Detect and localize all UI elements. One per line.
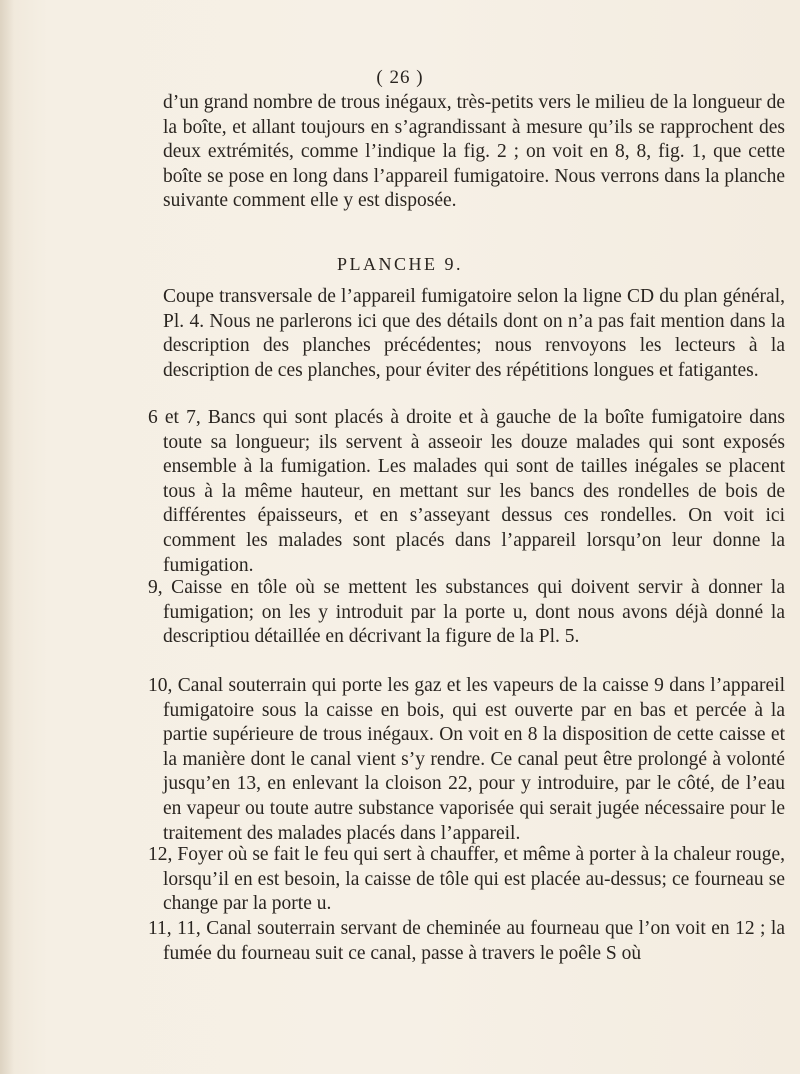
plate-title: PLANCHE 9. xyxy=(336,254,463,274)
legend-entry-9: 9, Caisse en tôle où se mettent les substances qui doivent servir à donner la fumigation; on les y introduit par la porte u, dont nous avons déjà donné la descriptiou détaillée en décrivant la figure de la Pl. 5. xyxy=(148,577,785,648)
legend-entry-12: 12, Foyer où se fait le feu qui sert à chauffer, et même à porter à la chaleur rouge, lorsqu’il en est besoin, la caisse de tôle qui est placée au-dessus; ce fourneau se change par la porte u. xyxy=(148,844,785,915)
legend-entry-6-7: 6 et 7, Bancs qui sont placés à droite et à gauche de la boîte fumigatoire dans toute sa longueur; ils servent à asseoir les douze malades qui sont exposés ensemble à la fumigation. Les malades qui sont de tailles inégales se placent tous à la même hauteur, en mettant sur les bancs des rondelles de bois de différentes épaisseurs, et en s’asseyant dessus ces rondelles. On voit ici comment les malades sont placés dans l’appareil lorsqu’on leur donne la fumigation. xyxy=(148,407,785,576)
legend-entry-11: 11, 11, Canal souterrain servant de cheminée au fourneau que l’on voit en 12 ; la fumée du fourneau suit ce canal, passe à travers le poêle S où xyxy=(148,918,785,964)
plate-intro-paragraph: Coupe transversale de l’appareil fumigatoire selon la ligne CD du plan général, Pl. 4. Nous ne parlerons ici que des détails dont on n’a pas fait mention dans la description des planches précédentes; nous renvoyons les lecteurs à la description de ces planches, pour éviter des répétitions longues et fatigantes. xyxy=(163,286,785,381)
binding-shadow xyxy=(0,0,14,1074)
page-number: ( 26 ) xyxy=(376,67,424,88)
legend-entry-10: 10, Canal souterrain qui porte les gaz et les vapeurs de la caisse 9 dans l’appareil fumigatoire sous la caisse en bois, qui est ouverte par en bas et percée à la partie supérieure de trous inégaux. On voit en 8 la disposition de cette caisse et la manière dont le canal vient s’y rendre. Ce canal peut être prolongé à volonté jusqu’en 13, en enlevant la cloison 22, pour y introduire, par le côté, de l’eau en vapeur ou toute autre substance vaporisée qui serait jugée nécessaire pour le traitement des malades placés dans l’appareil. xyxy=(148,675,785,844)
opening-paragraph: d’un grand nombre de trous inégaux, très-petits vers le milieu de la longueur de la boîte, et allant toujours en s’agrandissant à mesure qu’ils se rapprochent des deux extrémités, comme l’indique la fig. 2 ; on voit en 8, 8, fig. 1, que cette boîte se pose en long dans l’appareil fumigatoire. Nous verrons dans la planche suivante comment elle y est disposée. xyxy=(163,92,785,212)
